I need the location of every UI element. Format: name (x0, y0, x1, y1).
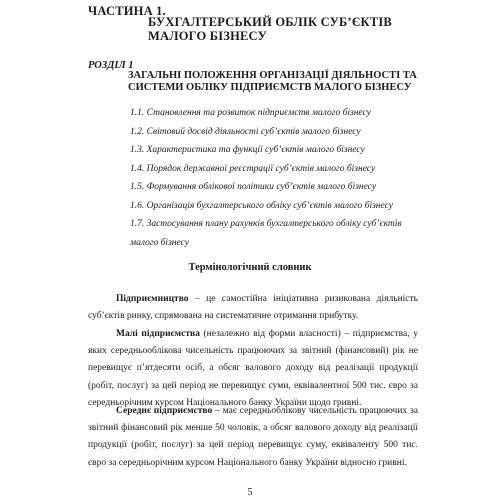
toc-item: 1.1. Становлення та розвиток підприємств малого бізнесу (130, 108, 371, 118)
toc-item: 1.5. Формування облікової політики суб’єктів малого бізнесу (130, 182, 377, 192)
section-label: РОЗДІЛ 1 (88, 60, 134, 71)
glossary-heading: Термінологічний словник (188, 262, 312, 273)
section-title-line-1: ЗАГАЛЬНІ ПОЛОЖЕННЯ ОРГАНІЗАЦІЇ ДІЯЛЬНОСТІ ТА (128, 70, 417, 81)
toc-item: 1.4. Порядок державної реєстрації суб’єктів малого бізнесу (130, 163, 376, 174)
glossary-term: Підприємництво (116, 294, 189, 304)
glossary-entry-body (88, 326, 418, 412)
glossary-entry (88, 403, 418, 472)
glossary-entry-body (88, 403, 418, 472)
part-label: ЧАСТИНА 1. (88, 4, 166, 18)
glossary-term: Малі підприємства (116, 329, 200, 339)
glossary-definition: – це самостійна ініціативна ризикована діяльність суб’єктів ринку, спрямована на систематичне отримання прибутку. (88, 294, 418, 322)
toc-item: 1.3. Характеристика та функції суб’єктів малого бізнесу (130, 145, 365, 155)
glossary-entry-body (88, 291, 418, 325)
toc-item: 1.6. Організація бухгалтерського обліку суб’єктів малого бізнесу (130, 200, 393, 211)
glossary-entry (88, 326, 418, 412)
table-of-contents (130, 104, 430, 252)
glossary-definition: (незалежно від форми власності) – підприємства, у яких середньооблікова чисельність працюючих за звітний (фінансовий) рік не перевищує п’ятдесяти осіб, а обсяг валового доходу від реалізації продукції (робіт, послуг) за цей період не перевищує суми, еквівалентної 500 тис. євро за середньорічним курсом Національного банку України щодо гривні. (88, 329, 418, 408)
toc-item: 1.2. Світовий досвід діяльності суб’єктів малого бізнесу (130, 126, 361, 137)
section-title-line-2: СИСТЕМИ ОБЛІКУ ПІДПРИЄМСТВ МАЛОГО БІЗНЕСУ (128, 82, 412, 93)
glossary-entry (88, 291, 418, 325)
part-title-line-2: МАЛОГО БІЗНЕСУ (148, 29, 267, 43)
section-title (128, 70, 417, 94)
glossary-term: Середнє підприємство (116, 406, 213, 416)
toc-item: 1.7. Застосування плану рахунків бухгалтерського обліку суб’єктів малого бізнесу (130, 219, 402, 248)
glossary-definition: – має середньоблікову чисельність працюючих за звітний фінансовий рік менше 50 чоловік, а обсяг валового доходу від реалізації продукції (робіт, послуг) за цей період перевищує суму, еквіваленту 500 тис. євро за середньорічним курсом Національного банку України відносно гривні. (88, 406, 418, 468)
part-title-line-1: БУХГАЛТЕРСЬКИЙ ОБЛІК СУБ’ЄКТІВ (148, 15, 392, 29)
part-title (148, 15, 392, 43)
page-number: 5 (247, 487, 253, 498)
